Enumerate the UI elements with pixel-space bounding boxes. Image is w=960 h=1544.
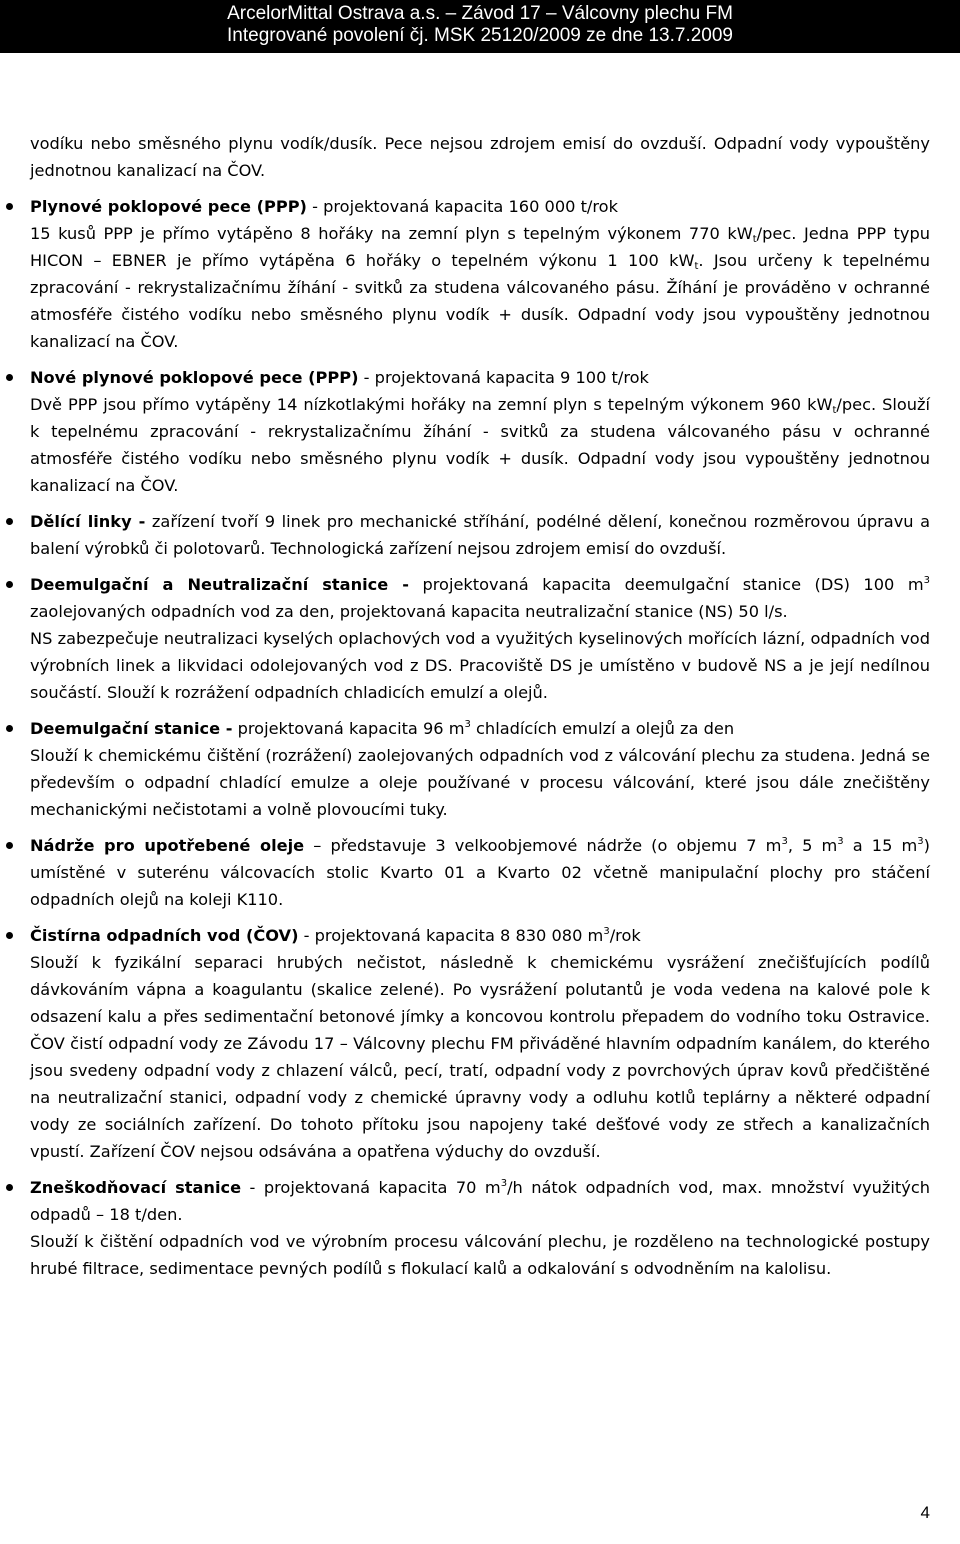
- item-text: NS zabezpečuje neutralizaci kyselých oplachových vod a využitých kyselinových mořících lázní, odpadních vod výrobních linek a likvidaci odolejovaných vod z DS. Pracoviště DS je umístěno v budově NS a je její nedílnou součástí. Slouží k rozrážení odpadních chladicích emulzí a olejů.: [30, 629, 930, 702]
- document-header: [0, 0, 960, 53]
- superscript: 3: [603, 926, 610, 937]
- list-item-dividing-lines: [30, 508, 930, 562]
- item-lead: projektovaná kapacita 96 m: [232, 719, 465, 738]
- list-item-wastewater-plant: [30, 922, 930, 1165]
- item-lead: - projektovaná kapacita 9 100 t/rok: [358, 368, 649, 387]
- item-title: Nádrže pro upotřebené oleje: [30, 836, 305, 855]
- item-text: . Jsou určeny k tepelnému zpracování - rekrystalizačnímu žíhání - svitků za studena válcovaného pásu. Žíhání je prováděno v ochranné atmosféře čistého vodíku nebo směsného plynu vodík + dusík. Odpadní vody jsou vypouštěny jednotnou kanalizací na ČOV.: [30, 251, 930, 351]
- list-item-deemulsification-neutralization: [30, 571, 930, 706]
- bullet-icon: [6, 518, 13, 525]
- item-text: /pec. Slouží k tepelnému zpracování - rekrystalizačnímu žíhání - svitků za studena válcovaného pásu v ochranné atmosféře čistého vodíku nebo směsného plynu vodík + dusík. Odpadní vody jsou vypouštěny jednotnou kanalizací na ČOV.: [30, 395, 930, 495]
- bullet-icon: [6, 203, 13, 210]
- item-lead: projektovaná kapacita deemulgační stanice (DS) 100 m: [408, 575, 924, 594]
- bullet-icon: [6, 1184, 13, 1191]
- superscript: 3: [500, 1178, 508, 1189]
- item-text: ) umístěné v suterénu válcovacích stolic Kvarto 01 a Kvarto 02 včetně manipulační plochy pro stáčení odpadních olejů na koleji K110.: [30, 836, 930, 909]
- intro-paragraph: vodíku nebo směsného plynu vodík/dusík. Pece nejsou zdrojem emisí do ovzduší. Odpadní vody vypouštěny jednotnou kanalizací na ČOV.: [30, 134, 930, 180]
- superscript: 3: [837, 836, 844, 847]
- item-text: Slouží k chemickému čištění (rozrážení) zaolejovaných odpadních vod z válcování plechu za studena. Jedná se především o odpadní chladící emulze a oleje používané v procesu válcování, které jsou dále znečištěny mechanickými nečistotami a volně plovoucími tuky.: [30, 746, 930, 819]
- item-text: Slouží k fyzikální separaci hrubých nečistot, následně k chemickému vysrážení znečišťujících podílů dávkováním vápna a koagulantu (skalice zelené). Po vysrážení polutantů je voda vedena na kalové pole k odsazení kalu a přes sedimentační betonové jímky a koncovou kontrolu přepadem do vodního toku Ostravice. ČOV čistí odpadní vody ze Závodu 17 – Válcovny plechu FM přiváděné hlavním odpadním kanálem, do kterého jsou svedeny odpadní vody z chlazení válců, pecí, tratí, odpadní vody z povrchových úprav kovů předčištěné na neutralizační stanici, odpadní vody z chemické úpravny vody a odluhu kotlů teplárny a některé odpadní vody ze sociálních zařízení. Do tohoto přítoku jsou napojeny také dešťové vody ze střech a kanalizačních vpustí. Zařízení ČOV nejsou odsávána a opatřena výduchy do ovzduší.: [30, 953, 930, 1161]
- document-body: [30, 130, 930, 1282]
- item-text: a 15 m: [843, 836, 918, 855]
- bullet-icon: [6, 932, 13, 939]
- item-text: Dvě PPP jsou přímo vytápěny 14 nízkotlakými hořáky na zemní plyn s tepelným výkonem 960 kW: [30, 395, 833, 414]
- item-lead: – představuje 3 velkoobjemové nádrže (o objemu 7 m: [304, 836, 782, 855]
- item-title: Čistírna odpadních vod (ČOV): [30, 926, 299, 945]
- item-lead: - projektovaná kapacita 8 830 080 m: [298, 926, 604, 945]
- bullet-icon: [6, 581, 13, 588]
- page-number: 4: [920, 1503, 930, 1522]
- list-item-oil-tanks: [30, 832, 930, 913]
- header-line-company: ArcelorMittal Ostrava a.s. – Závod 17 – Válcovny plechu FM: [227, 3, 733, 24]
- item-text: /h nátok odpadních vod, max. množství využitých odpadů – 18 t/den.: [30, 1178, 930, 1224]
- bullet-icon: [6, 374, 13, 381]
- list-item-new-ppp: [30, 364, 930, 499]
- superscript: 3: [923, 575, 930, 586]
- item-title: Zneškodňovací stanice: [30, 1178, 242, 1197]
- header-line-permit: Integrované povolení čj. MSK 25120/2009 ze dne 13.7.2009: [227, 25, 733, 46]
- item-title: Nové plynové poklopové pece (PPP): [30, 368, 359, 387]
- superscript: 3: [781, 836, 788, 847]
- list-item-deemulsification: [30, 715, 930, 823]
- item-title: Dělící linky -: [30, 512, 146, 531]
- list-item-disposal-station: [30, 1174, 930, 1282]
- item-text: , 5 m: [787, 836, 838, 855]
- subscript: t: [694, 261, 699, 272]
- superscript: 3: [464, 719, 471, 730]
- item-text: 15 kusů PPP je přímo vytápěno 8 hořáky na zemní plyn s tepelným výkonem 770 kW: [30, 224, 753, 243]
- list-item-ppp: [30, 193, 930, 355]
- item-title: Plynové poklopové pece (PPP): [30, 197, 307, 216]
- item-lead: - projektovaná kapacita 160 000 t/rok: [306, 197, 618, 216]
- subscript: t: [752, 234, 757, 245]
- subscript: t: [832, 405, 837, 416]
- item-text: chladících emulzí a olejů za den: [470, 719, 735, 738]
- bullet-icon: [6, 842, 13, 849]
- superscript: 3: [917, 836, 924, 847]
- item-lead: - projektovaná kapacita 70 m: [241, 1178, 501, 1197]
- item-text: zaolejovaných odpadních vod za den, projektovaná kapacita neutralizační stanice (NS) 50 l/s.: [30, 602, 788, 621]
- item-lead: zařízení tvoří 9 linek pro mechanické stříhání, podélné dělení, konečnou rozměrovou úpravu a balení výrobků či polotovarů. Technologická zařízení nejsou zdrojem emisí do ovzduší.: [30, 512, 930, 558]
- item-text: Slouží k čištění odpadních vod ve výrobním procesu válcování plechu, je rozděleno na technologické postupy hrubé filtrace, sedimentace pevných podílů s flokulací kalů a odkalování s odvodněním na kalolisu.: [30, 1232, 930, 1278]
- item-text: /rok: [609, 926, 641, 945]
- item-text: /pec. Jedna PPP typu HICON – EBNER je přímo vytápěna 6 hořáky o tepelném výkonu 1 100 kW: [30, 224, 930, 270]
- bullet-icon: [6, 725, 13, 732]
- item-title: Deemulgační stanice -: [30, 719, 233, 738]
- item-title: Deemulgační a Neutralizační stanice -: [30, 575, 409, 594]
